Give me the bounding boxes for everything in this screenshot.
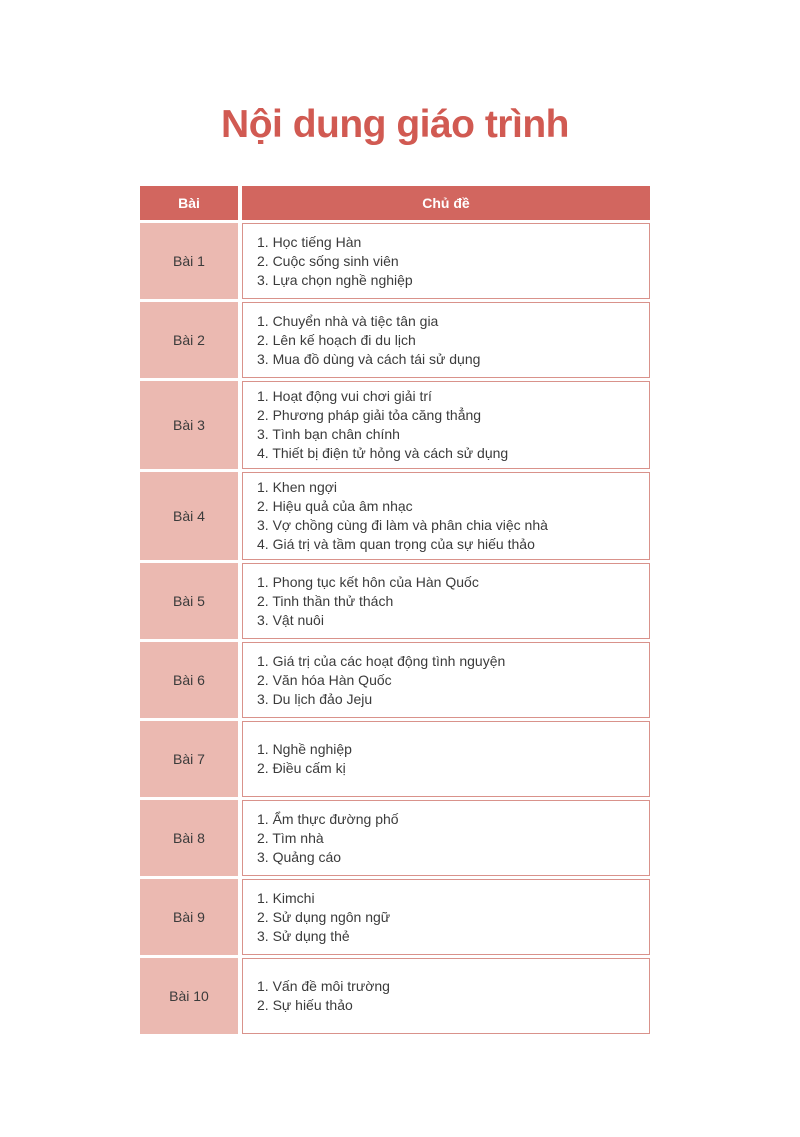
table-row	[140, 381, 650, 469]
table-header	[140, 186, 650, 220]
course-content-table	[136, 183, 654, 1037]
topic-item: 2. Hiệu quả của âm nhạc	[257, 498, 413, 514]
topic-item: 2. Điều cấm kị	[257, 760, 346, 776]
lesson-cell: Bài 3	[140, 381, 238, 469]
lesson-cell: Bài 10	[140, 958, 238, 1034]
topic-item: 1. Hoạt động vui chơi giải trí	[257, 388, 432, 404]
lesson-cell: Bài 6	[140, 642, 238, 718]
topic-item: 3. Sử dụng thẻ	[257, 927, 350, 944]
topics-cell	[242, 642, 650, 718]
lesson-cell: Bài 4	[140, 472, 238, 560]
topic-item: 2. Cuộc sống sinh viên	[257, 252, 399, 269]
topic-item: 2. Tinh thần thử thách	[257, 592, 394, 609]
table-row	[140, 302, 650, 378]
lesson-cell: Bài 8	[140, 800, 238, 876]
topic-item: 1. Phong tục kết hôn của Hàn Quốc	[257, 573, 479, 590]
topic-item: 4. Giá trị và tầm quan trọng của sự hiếu thảo	[257, 536, 535, 552]
topic-item: 1. Học tiếng Hàn	[257, 233, 362, 250]
topic-item: 1. Vấn đề môi trường	[257, 978, 390, 994]
lesson-cell: Bài 5	[140, 563, 238, 639]
topic-item: 1. Giá trị của các hoạt động tình nguyện	[257, 652, 506, 669]
column-header-topic: Chủ đề	[242, 186, 650, 220]
topic-item: 1. Khen ngợi	[257, 479, 338, 495]
table-row	[140, 642, 650, 718]
topics-cell	[242, 721, 650, 797]
lesson-cell: Bài 2	[140, 302, 238, 378]
column-header-lesson: Bài	[140, 186, 238, 220]
topics-cell	[242, 563, 650, 639]
topics-cell	[242, 958, 650, 1034]
topic-item: 3. Mua đồ dùng và cách tái sử dụng	[257, 350, 481, 367]
topics-cell	[242, 223, 650, 299]
table-row	[140, 721, 650, 797]
table-row	[140, 958, 650, 1034]
topic-item: 3. Quảng cáo	[257, 848, 342, 865]
topic-item: 1. Kimchi	[257, 889, 315, 906]
table-row	[140, 879, 650, 955]
topic-item: 3. Lựa chọn nghề nghiệp	[257, 271, 413, 288]
table-row	[140, 563, 650, 639]
topic-item: 3. Tình bạn chân chính	[257, 426, 400, 442]
table-body	[140, 223, 650, 1034]
page-title: Nội dung giáo trình	[221, 103, 569, 146]
topic-item: 2. Phương pháp giải tỏa căng thẳng	[257, 407, 482, 423]
topic-item: 2. Sử dụng ngôn ngữ	[257, 908, 391, 925]
topic-item: 3. Vợ chồng cùng đi làm và phân chia việc nhà	[257, 517, 548, 533]
topics-cell	[242, 800, 650, 876]
table-row	[140, 800, 650, 876]
topic-item: 2. Văn hóa Hàn Quốc	[257, 671, 392, 688]
topic-item: 2. Tìm nhà	[257, 829, 324, 846]
topics-cell	[242, 302, 650, 378]
topic-item: 1. Ẩm thực đường phố	[257, 810, 399, 827]
topic-item: 4. Thiết bị điện tử hỏng và cách sử dụng	[257, 445, 509, 461]
table-row	[140, 223, 650, 299]
lesson-cell: Bài 9	[140, 879, 238, 955]
topics-cell	[242, 472, 650, 560]
topic-item: 1. Nghề nghiệp	[257, 741, 352, 757]
lesson-cell: Bài 7	[140, 721, 238, 797]
topic-item: 2. Lên kế hoạch đi du lịch	[257, 331, 416, 348]
topic-item: 2. Sự hiếu thảo	[257, 997, 353, 1013]
topic-item: 3. Vật nuôi	[257, 611, 324, 628]
topic-item: 3. Du lịch đảo Jeju	[257, 690, 373, 707]
header-row	[140, 186, 650, 220]
topics-cell	[242, 879, 650, 955]
topic-item: 1. Chuyển nhà và tiệc tân gia	[257, 312, 439, 329]
lesson-cell: Bài 1	[140, 223, 238, 299]
topics-cell	[242, 381, 650, 469]
table-row	[140, 472, 650, 560]
